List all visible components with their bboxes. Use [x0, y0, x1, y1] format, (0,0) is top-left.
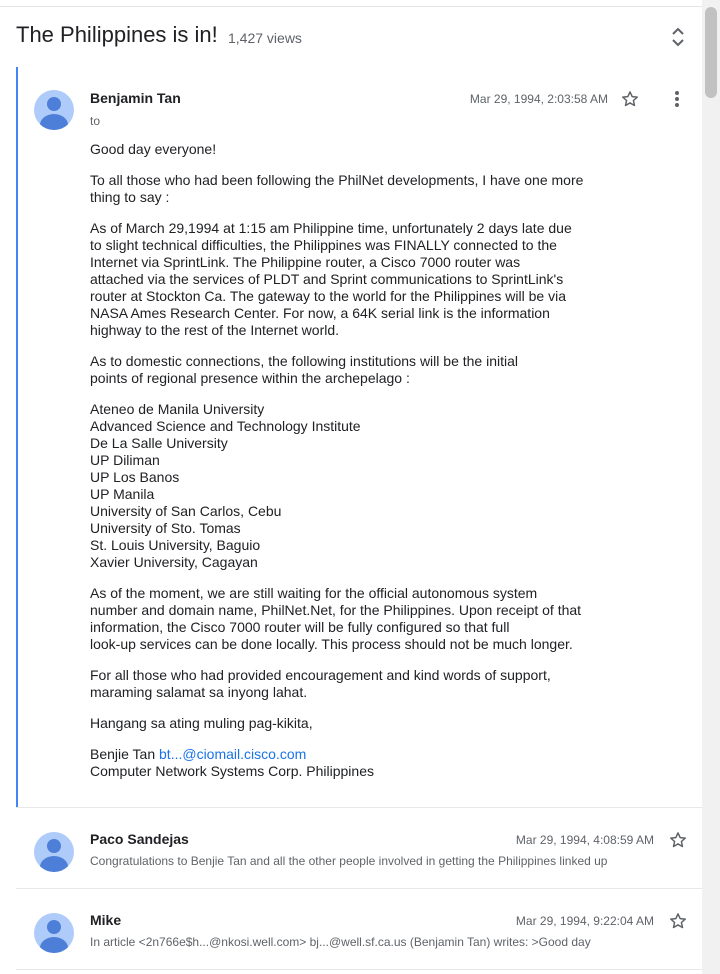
more-dot [675, 91, 679, 95]
body-paragraph: Good day everyone! [90, 141, 217, 157]
message-snippet: In article <2n766e$h...@nkosi.well.com> bj...@well.sf.ca.us (Benjamin Tan) writes: >Good day [90, 935, 591, 949]
signature-name: Benjie Tan [90, 746, 160, 762]
more-vert-icon[interactable] [670, 89, 684, 109]
institution-list: Ateneo de Manila University Advanced Science and Technology Institute De La Salle University UP Diliman UP Los Banos UP Manila University of San Carlos, Cebu University of Sto. Tomas St. Louis University, Baguio Xavier University, Cagayan [90, 401, 361, 570]
thread-title: The Philippines is in! [16, 22, 218, 47]
body-paragraph: For all those who had provided encouragement and kind words of support, maraming salamat sa inyong lahat. [90, 667, 551, 700]
star-icon[interactable] [620, 89, 640, 109]
message-divider [16, 969, 702, 970]
message-collapsed[interactable] [16, 808, 702, 888]
more-dot [675, 97, 679, 101]
message-snippet: Congratulations to Benjie Tan and all the other people involved in getting the Philippines linked up [90, 854, 608, 868]
scrollbar[interactable] [702, 0, 720, 974]
top-divider [0, 6, 702, 7]
avatar-body [40, 937, 68, 953]
message-collapsed[interactable] [16, 889, 702, 969]
message-date: Mar 29, 1994, 9:22:04 AM [515, 914, 654, 928]
signature-company: Computer Network Systems Corp. Philippines [90, 763, 374, 779]
view-count: 1,427 views [228, 30, 302, 46]
body-paragraph: To all those who had been following the PhilNet developments, I have one more thing to say : [90, 172, 584, 205]
star-icon[interactable] [668, 830, 688, 850]
avatar [34, 90, 74, 130]
sender-name[interactable]: Paco Sandejas [90, 831, 189, 847]
message-expanded [16, 67, 702, 808]
avatar-head [47, 97, 61, 111]
avatar-head [47, 920, 61, 934]
signature-email-link[interactable]: bt...@ciomail.cisco.com [159, 746, 307, 762]
message-body [90, 141, 590, 794]
recipient-label[interactable]: to [90, 114, 101, 128]
message-date: Mar 29, 1994, 2:03:58 AM [469, 92, 608, 106]
avatar-body [40, 114, 68, 130]
avatar-body [40, 856, 68, 872]
body-paragraph: As of the moment, we are still waiting for the official autonomous system number and domain name, PhilNet.Net, for the Philippines. Upon receipt of that information, the Cisco 7000 router will be fully configured so that full look-up services can be done locally. This process should not be much longer. [90, 585, 582, 652]
avatar [34, 913, 74, 953]
message-date: Mar 29, 1994, 4:08:59 AM [515, 833, 654, 847]
sender-name[interactable]: Mike [90, 912, 122, 928]
thread-header [16, 20, 696, 54]
body-paragraph: As of March 29,1994 at 1:15 am Philippine time, unfortunately 2 days late due to slight technical difficulties, the Philippines was FINALLY connected to the Internet via SprintLink. The Philippine router, a Cisco 7000 router was attached via the services of PLDT and Sprint communications to SprintLink's router at Stockton Ca. The gateway to the world for the Philippines will be via NASA Ames Research Center. For now, a 64K serial link is the information highway to the rest of the Internet world. [90, 220, 572, 338]
unfold-more-icon[interactable] [666, 23, 690, 51]
more-dot [675, 103, 679, 107]
star-icon[interactable] [668, 911, 688, 931]
avatar-head [47, 839, 61, 853]
avatar [34, 832, 74, 872]
sender-name[interactable]: Benjamin Tan [90, 90, 181, 106]
body-paragraph: Hangang sa ating muling pag-kikita, [90, 715, 313, 731]
body-paragraph: As to domestic connections, the following institutions will be the initial points of regional presence within the archepelago : [90, 353, 518, 386]
scrollbar-thumb[interactable] [705, 7, 717, 98]
signature [90, 746, 590, 780]
